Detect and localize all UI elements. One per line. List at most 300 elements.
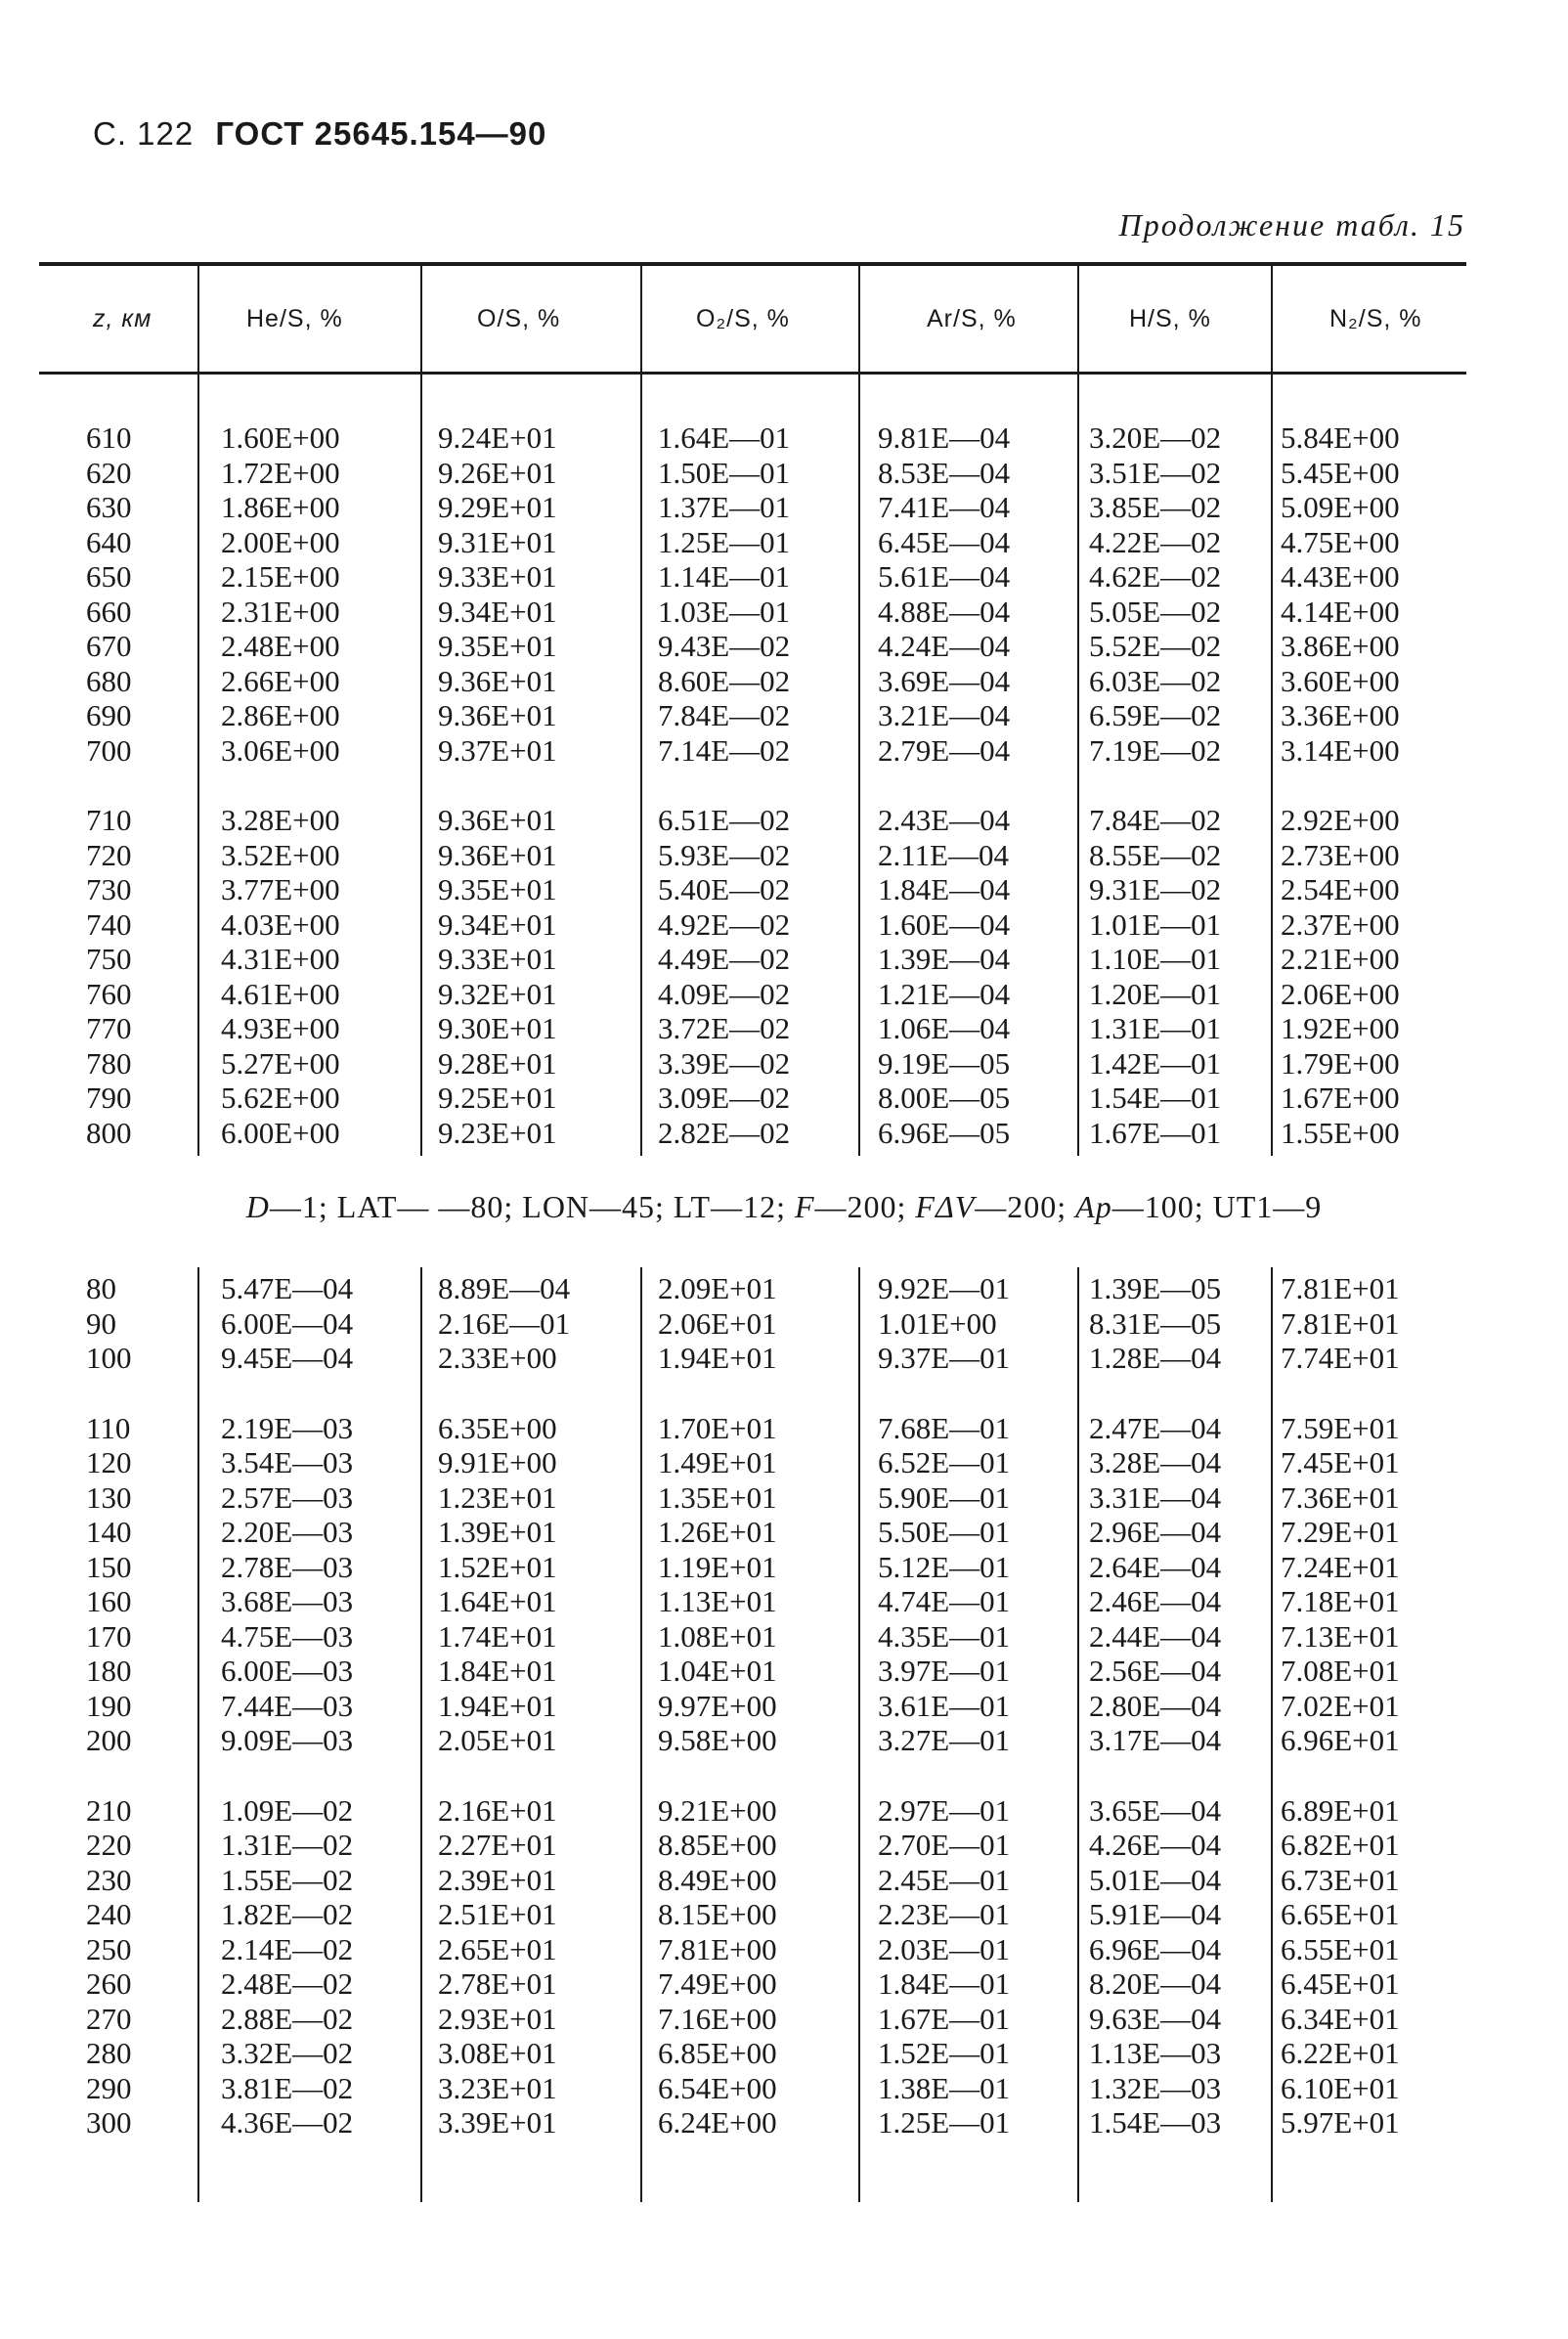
- value-cell: 3.23E+01: [438, 2070, 557, 2105]
- value-cell: 3.21E—04: [878, 698, 1011, 732]
- altitude-cell: 110: [86, 1410, 131, 1445]
- value-cell: 4.43E+00: [1281, 559, 1400, 594]
- value-cell: 4.09E—02: [658, 976, 791, 1011]
- value-cell: 1.84E—04: [878, 872, 1011, 906]
- value-cell: 6.82E+01: [1281, 1828, 1400, 1862]
- value-cell: 6.34E+01: [1281, 2001, 1400, 2036]
- value-cell: 1.38E—01: [878, 2070, 1011, 2105]
- value-cell: 7.14E—02: [658, 732, 791, 768]
- value-cell: 2.45E—01: [878, 1862, 1011, 1897]
- value-cell: 2.16E+01: [438, 1792, 557, 1828]
- value-cell: 7.13E+01: [1281, 1618, 1400, 1654]
- value-cell: 1.60E—04: [878, 906, 1011, 942]
- value-cell: 2.46E—04: [1089, 1584, 1222, 1618]
- altitude-cell: 150: [86, 1549, 132, 1584]
- value-cell: 4.22E—02: [1089, 524, 1222, 559]
- value-cell: 7.29E+01: [1281, 1515, 1400, 1549]
- value-cell: 7.19E—02: [1089, 732, 1222, 768]
- value-cell: 1.39E+01: [438, 1515, 557, 1549]
- value-cell: 1.14E—01: [658, 559, 791, 594]
- value-cell: 5.62E+00: [221, 1081, 340, 1115]
- value-cell: 9.63E—04: [1089, 2001, 1222, 2036]
- value-cell: 5.93E—02: [658, 837, 791, 872]
- value-cell: 8.00E—05: [878, 1081, 1011, 1115]
- column-divider: [858, 1267, 860, 2202]
- value-cell: 7.45E+01: [1281, 1445, 1400, 1479]
- altitude-cell: 200: [86, 1723, 132, 1757]
- value-cell: 2.27E+01: [438, 1828, 557, 1862]
- column-header: O₂/S, %: [696, 305, 790, 332]
- column-divider: [1077, 264, 1079, 1156]
- value-cell: 3.31E—04: [1089, 1479, 1222, 1515]
- altitude-cell: 690: [86, 698, 132, 732]
- condition-line: D—1; LAT— —80; LON—45; LT—12; F—200; FΔV—200; Ap—100; UT1—9: [245, 1189, 1323, 1224]
- param-fdv: FΔV: [915, 1189, 976, 1224]
- value-cell: 3.51E—02: [1089, 455, 1222, 490]
- value-cell: 2.03E—01: [878, 1931, 1011, 1966]
- value-cell: 7.02E+01: [1281, 1688, 1400, 1723]
- value-cell: 2.79E—04: [878, 732, 1011, 768]
- value-cell: 2.86E+00: [221, 698, 340, 732]
- value-cell: 2.15E+00: [221, 559, 340, 594]
- value-cell: 9.36E+01: [438, 803, 557, 837]
- altitude-cell: 730: [86, 872, 132, 906]
- value-cell: 1.72E+00: [221, 455, 340, 490]
- value-cell: 2.48E+00: [221, 629, 340, 663]
- value-cell: 2.09E+01: [658, 1271, 777, 1305]
- altitude-cell: 610: [86, 420, 132, 455]
- value-cell: 7.84E—02: [1089, 803, 1222, 837]
- value-cell: 4.36E—02: [221, 2105, 354, 2140]
- value-cell: 1.08E+01: [658, 1618, 777, 1654]
- value-cell: 1.49E+01: [658, 1445, 777, 1479]
- column-divider: [1271, 1267, 1273, 2202]
- altitude-cell: 750: [86, 942, 132, 976]
- value-cell: 2.43E—04: [878, 803, 1011, 837]
- value-cell: 4.35E—01: [878, 1618, 1011, 1654]
- value-cell: 6.65E+01: [1281, 1897, 1400, 1931]
- value-cell: 8.31E—05: [1089, 1305, 1222, 1341]
- value-cell: 3.54E—03: [221, 1445, 354, 1479]
- value-cell: 6.96E—05: [878, 1115, 1011, 1150]
- value-cell: 9.97E+00: [658, 1688, 777, 1723]
- value-cell: 3.06E+00: [221, 732, 340, 768]
- value-cell: 6.96E+01: [1281, 1723, 1400, 1757]
- value-cell: 9.91E+00: [438, 1445, 557, 1479]
- value-cell: 2.78E—03: [221, 1549, 354, 1584]
- value-cell: 2.56E—04: [1089, 1654, 1222, 1688]
- altitude-cell: 620: [86, 455, 132, 490]
- altitude-cell: 190: [86, 1688, 132, 1723]
- value-cell: 9.19E—05: [878, 1045, 1011, 1081]
- value-cell: 7.81E+01: [1281, 1305, 1400, 1341]
- value-cell: 3.97E—01: [878, 1654, 1011, 1688]
- value-cell: 1.20E—01: [1089, 976, 1222, 1011]
- value-cell: 9.26E+01: [438, 455, 557, 490]
- value-cell: 1.25E—01: [878, 2105, 1011, 2140]
- value-cell: 3.27E—01: [878, 1723, 1011, 1757]
- value-cell: 5.52E—02: [1089, 629, 1222, 663]
- value-cell: 2.37E+00: [1281, 906, 1400, 942]
- value-cell: 2.11E—04: [878, 837, 1010, 872]
- value-cell: 9.35E+01: [438, 872, 557, 906]
- altitude-cell: 300: [86, 2105, 132, 2140]
- value-cell: 9.36E+01: [438, 663, 557, 698]
- value-cell: 1.13E+01: [658, 1584, 777, 1618]
- value-cell: 4.74E—01: [878, 1584, 1011, 1618]
- value-cell: 1.37E—01: [658, 490, 791, 524]
- value-cell: 2.06E+01: [658, 1305, 777, 1341]
- value-cell: 6.51E—02: [658, 803, 791, 837]
- value-cell: 1.67E+00: [1281, 1081, 1400, 1115]
- value-cell: 9.33E+01: [438, 559, 557, 594]
- value-cell: 8.85E+00: [658, 1828, 777, 1862]
- value-cell: 4.26E—04: [1089, 1828, 1222, 1862]
- value-cell: 9.23E+01: [438, 1115, 557, 1150]
- value-cell: 1.52E—01: [878, 2036, 1011, 2070]
- column-divider: [640, 1267, 642, 2202]
- value-cell: 1.39E—05: [1089, 1271, 1222, 1305]
- value-cell: 9.35E+01: [438, 629, 557, 663]
- altitude-cell: 170: [86, 1618, 132, 1654]
- value-cell: 3.28E—04: [1089, 1445, 1222, 1479]
- value-cell: 2.21E+00: [1281, 942, 1400, 976]
- value-cell: 4.75E—03: [221, 1618, 354, 1654]
- value-cell: 4.31E+00: [221, 942, 340, 976]
- value-cell: 4.49E—02: [658, 942, 791, 976]
- param-f: F: [794, 1189, 815, 1224]
- value-cell: 9.58E+00: [658, 1723, 777, 1757]
- altitude-cell: 180: [86, 1654, 132, 1688]
- value-cell: 3.39E+01: [438, 2105, 557, 2140]
- value-cell: 4.62E—02: [1089, 559, 1222, 594]
- value-cell: 7.68E—01: [878, 1410, 1011, 1445]
- value-cell: 1.94E+01: [658, 1341, 777, 1375]
- value-cell: 3.08E+01: [438, 2036, 557, 2070]
- value-cell: 3.69E—04: [878, 663, 1011, 698]
- value-cell: 9.31E+01: [438, 524, 557, 559]
- value-cell: 2.14E—02: [221, 1931, 354, 1966]
- altitude-cell: 220: [86, 1828, 132, 1862]
- value-cell: 1.31E—01: [1089, 1011, 1222, 1045]
- column-divider: [1077, 1267, 1079, 2202]
- value-cell: 3.20E—02: [1089, 420, 1222, 455]
- column-header: He/S, %: [246, 305, 343, 332]
- value-cell: 5.05E—02: [1089, 594, 1222, 629]
- value-cell: 1.94E+01: [438, 1688, 557, 1723]
- value-cell: 2.39E+01: [438, 1862, 557, 1897]
- value-cell: 9.34E+01: [438, 906, 557, 942]
- altitude-cell: 640: [86, 524, 132, 559]
- value-cell: 2.33E+00: [438, 1341, 557, 1375]
- value-cell: 2.88E—02: [221, 2001, 354, 2036]
- param-ap: Ap: [1075, 1189, 1112, 1224]
- value-cell: 1.82E—02: [221, 1897, 354, 1931]
- altitude-cell: 120: [86, 1445, 132, 1479]
- value-cell: 7.24E+01: [1281, 1549, 1400, 1584]
- header-bottom-rule: [39, 372, 1466, 375]
- altitude-cell: 260: [86, 1966, 132, 2001]
- value-cell: 8.55E—02: [1089, 837, 1222, 872]
- value-cell: 4.92E—02: [658, 906, 791, 942]
- value-cell: 7.44E—03: [221, 1688, 354, 1723]
- value-cell: 2.80E—04: [1089, 1688, 1222, 1723]
- value-cell: 7.49E+00: [658, 1966, 777, 2001]
- table-continuation-label: Продолжение табл. 15: [1118, 207, 1465, 243]
- altitude-cell: 700: [86, 732, 132, 768]
- value-cell: 3.52E+00: [221, 837, 340, 872]
- value-cell: 7.16E+00: [658, 2001, 777, 2036]
- column-divider: [197, 264, 199, 1156]
- value-cell: 9.28E+01: [438, 1045, 557, 1081]
- value-cell: 9.34E+01: [438, 594, 557, 629]
- value-cell: 3.39E—02: [658, 1045, 791, 1081]
- value-cell: 6.24E+00: [658, 2105, 777, 2140]
- altitude-cell: 780: [86, 1045, 132, 1081]
- page-number: С. 122: [93, 115, 195, 152]
- value-cell: 8.49E+00: [658, 1862, 777, 1897]
- value-cell: 8.53E—04: [878, 455, 1011, 490]
- value-cell: 1.54E—03: [1089, 2105, 1222, 2140]
- value-cell: 9.31E—02: [1089, 872, 1222, 906]
- value-cell: 5.61E—04: [878, 559, 1011, 594]
- value-cell: 3.72E—02: [658, 1011, 791, 1045]
- value-cell: 1.06E—04: [878, 1011, 1011, 1045]
- column-divider: [640, 264, 642, 1156]
- value-cell: 1.52E+01: [438, 1549, 557, 1584]
- value-cell: 9.45E—04: [221, 1341, 354, 1375]
- value-cell: 2.54E+00: [1281, 872, 1400, 906]
- value-cell: 1.10E—01: [1089, 942, 1222, 976]
- value-cell: 9.81E—04: [878, 420, 1011, 455]
- altitude-cell: 100: [86, 1341, 132, 1375]
- column-divider: [420, 1267, 422, 2202]
- value-cell: 1.19E+01: [658, 1549, 777, 1584]
- value-cell: 5.01E—04: [1089, 1862, 1222, 1897]
- value-cell: 9.32E+01: [438, 976, 557, 1011]
- value-cell: 1.64E—01: [658, 420, 791, 455]
- value-cell: 5.97E+01: [1281, 2105, 1400, 2140]
- column-divider: [858, 264, 860, 1156]
- value-cell: 2.47E—04: [1089, 1410, 1222, 1445]
- value-cell: 2.00E+00: [221, 524, 340, 559]
- value-cell: 9.30E+01: [438, 1011, 557, 1045]
- value-cell: 4.75E+00: [1281, 524, 1400, 559]
- value-cell: 5.50E—01: [878, 1515, 1011, 1549]
- value-cell: 1.60E+00: [221, 420, 340, 455]
- value-cell: 5.47E—04: [221, 1271, 354, 1305]
- altitude-cell: 770: [86, 1011, 132, 1045]
- value-cell: 6.59E—02: [1089, 698, 1222, 732]
- value-cell: 2.20E—03: [221, 1515, 354, 1549]
- value-cell: 9.25E+01: [438, 1081, 557, 1115]
- altitude-cell: 160: [86, 1584, 132, 1618]
- altitude-cell: 670: [86, 629, 132, 663]
- column-header: N₂/S, %: [1329, 305, 1422, 332]
- value-cell: 5.91E—04: [1089, 1897, 1222, 1931]
- value-cell: 2.16E—01: [438, 1305, 571, 1341]
- value-cell: 1.64E+01: [438, 1584, 557, 1618]
- value-cell: 8.15E+00: [658, 1897, 777, 1931]
- value-cell: 2.73E+00: [1281, 837, 1400, 872]
- column-divider: [197, 1267, 199, 2202]
- value-cell: 3.60E+00: [1281, 663, 1400, 698]
- altitude-cell: 740: [86, 906, 132, 942]
- value-cell: 3.28E+00: [221, 803, 340, 837]
- value-cell: 1.54E—01: [1089, 1081, 1222, 1115]
- value-cell: 1.86E+00: [221, 490, 340, 524]
- param-d: D: [245, 1189, 270, 1224]
- value-cell: 8.60E—02: [658, 663, 791, 698]
- altitude-cell: 270: [86, 2001, 132, 2036]
- value-cell: 9.37E+01: [438, 732, 557, 768]
- value-cell: 1.23E+01: [438, 1479, 557, 1515]
- value-cell: 5.12E—01: [878, 1549, 1011, 1584]
- value-cell: 2.19E—03: [221, 1410, 354, 1445]
- altitude-cell: 720: [86, 837, 132, 872]
- altitude-cell: 660: [86, 594, 132, 629]
- value-cell: 7.18E+01: [1281, 1584, 1400, 1618]
- value-cell: 1.26E+01: [658, 1515, 777, 1549]
- value-cell: 2.92E+00: [1281, 803, 1400, 837]
- value-cell: 3.09E—02: [658, 1081, 791, 1115]
- value-cell: 2.06E+00: [1281, 976, 1400, 1011]
- value-cell: 6.22E+01: [1281, 2036, 1400, 2070]
- value-cell: 4.14E+00: [1281, 594, 1400, 629]
- value-cell: 2.96E—04: [1089, 1515, 1222, 1549]
- value-cell: 3.81E—02: [221, 2070, 354, 2105]
- value-cell: 1.31E—02: [221, 1828, 354, 1862]
- value-cell: 1.35E+01: [658, 1479, 777, 1515]
- value-cell: 1.03E—01: [658, 594, 791, 629]
- value-cell: 4.03E+00: [221, 906, 340, 942]
- value-cell: 6.45E+01: [1281, 1966, 1400, 2001]
- value-cell: 9.33E+01: [438, 942, 557, 976]
- value-cell: 1.55E+00: [1281, 1115, 1400, 1150]
- value-cell: 3.85E—02: [1089, 490, 1222, 524]
- value-cell: 5.84E+00: [1281, 420, 1400, 455]
- value-cell: 9.36E+01: [438, 698, 557, 732]
- value-cell: 9.21E+00: [658, 1792, 777, 1828]
- value-cell: 6.00E—03: [221, 1654, 354, 1688]
- value-cell: 1.28E—04: [1089, 1341, 1222, 1375]
- value-cell: 1.84E—01: [878, 1966, 1011, 2001]
- altitude-cell: 210: [86, 1792, 132, 1828]
- value-cell: 1.01E—01: [1089, 906, 1222, 942]
- value-cell: 1.13E—03: [1089, 2036, 1222, 2070]
- column-divider: [420, 264, 422, 1156]
- altitude-cell: 790: [86, 1081, 132, 1115]
- value-cell: 2.64E—04: [1089, 1549, 1222, 1584]
- value-cell: 5.27E+00: [221, 1045, 340, 1081]
- value-cell: 3.14E+00: [1281, 732, 1400, 768]
- value-cell: 6.52E—01: [878, 1445, 1011, 1479]
- value-cell: 1.79E+00: [1281, 1045, 1400, 1081]
- value-cell: 8.89E—04: [438, 1271, 571, 1305]
- value-cell: 2.97E—01: [878, 1792, 1011, 1828]
- value-cell: 2.44E—04: [1089, 1618, 1222, 1654]
- page-header: [93, 115, 546, 153]
- table-top-rule: [39, 262, 1466, 266]
- value-cell: 1.84E+01: [438, 1654, 557, 1688]
- value-cell: 3.86E+00: [1281, 629, 1400, 663]
- value-cell: 3.32E—02: [221, 2036, 354, 2070]
- value-cell: 3.17E—04: [1089, 1723, 1222, 1757]
- value-cell: 2.31E+00: [221, 594, 340, 629]
- value-cell: 6.85E+00: [658, 2036, 777, 2070]
- value-cell: 7.36E+01: [1281, 1479, 1400, 1515]
- value-cell: 9.09E—03: [221, 1723, 354, 1757]
- value-cell: 7.74E+01: [1281, 1341, 1400, 1375]
- value-cell: 7.08E+01: [1281, 1654, 1400, 1688]
- value-cell: 1.09E—02: [221, 1792, 354, 1828]
- altitude-cell: 90: [86, 1305, 116, 1341]
- altitude-cell: 140: [86, 1515, 132, 1549]
- column-divider: [1271, 264, 1273, 1156]
- value-cell: 6.54E+00: [658, 2070, 777, 2105]
- value-cell: 2.48E—02: [221, 1966, 354, 2001]
- altitude-cell: 680: [86, 663, 132, 698]
- column-header: Ar/S, %: [927, 305, 1017, 332]
- value-cell: 1.67E—01: [878, 2001, 1011, 2036]
- value-cell: 4.88E—04: [878, 594, 1011, 629]
- value-cell: 1.74E+01: [438, 1618, 557, 1654]
- value-cell: 4.61E+00: [221, 976, 340, 1011]
- value-cell: 5.40E—02: [658, 872, 791, 906]
- value-cell: 9.24E+01: [438, 420, 557, 455]
- value-cell: 2.93E+01: [438, 2001, 557, 2036]
- value-cell: 6.03E—02: [1089, 663, 1222, 698]
- value-cell: 4.93E+00: [221, 1011, 340, 1045]
- value-cell: 9.36E+01: [438, 837, 557, 872]
- value-cell: 2.65E+01: [438, 1931, 557, 1966]
- column-header: H/S, %: [1129, 305, 1211, 332]
- value-cell: 7.41E—04: [878, 490, 1011, 524]
- value-cell: 1.01E+00: [878, 1305, 997, 1341]
- value-cell: 9.92E—01: [878, 1271, 1011, 1305]
- value-cell: 2.23E—01: [878, 1897, 1011, 1931]
- altitude-cell: 650: [86, 559, 132, 594]
- altitude-cell: 800: [86, 1115, 132, 1150]
- value-cell: 1.42E—01: [1089, 1045, 1222, 1081]
- value-cell: 1.39E—04: [878, 942, 1011, 976]
- value-cell: 5.09E+00: [1281, 490, 1400, 524]
- standard-title: ГОСТ 25645.154—90: [215, 115, 547, 152]
- value-cell: 3.61E—01: [878, 1688, 1011, 1723]
- value-cell: 1.67E—01: [1089, 1115, 1222, 1150]
- altitude-cell: 630: [86, 490, 132, 524]
- value-cell: 2.78E+01: [438, 1966, 557, 2001]
- value-cell: 3.77E+00: [221, 872, 340, 906]
- value-cell: 6.35E+00: [438, 1410, 557, 1445]
- value-cell: 5.90E—01: [878, 1479, 1011, 1515]
- value-cell: 2.57E—03: [221, 1479, 354, 1515]
- value-cell: 8.20E—04: [1089, 1966, 1222, 2001]
- column-header: O/S, %: [477, 305, 561, 332]
- value-cell: 6.55E+01: [1281, 1931, 1400, 1966]
- value-cell: 6.96E—04: [1089, 1931, 1222, 1966]
- value-cell: 1.50E—01: [658, 455, 791, 490]
- value-cell: 6.45E—04: [878, 524, 1011, 559]
- value-cell: 3.68E—03: [221, 1584, 354, 1618]
- altitude-cell: 240: [86, 1897, 132, 1931]
- altitude-cell: 760: [86, 976, 132, 1011]
- value-cell: 7.81E+00: [658, 1931, 777, 1966]
- value-cell: 7.84E—02: [658, 698, 791, 732]
- altitude-cell: 250: [86, 1931, 132, 1966]
- value-cell: 7.59E+01: [1281, 1410, 1400, 1445]
- value-cell: 1.25E—01: [658, 524, 791, 559]
